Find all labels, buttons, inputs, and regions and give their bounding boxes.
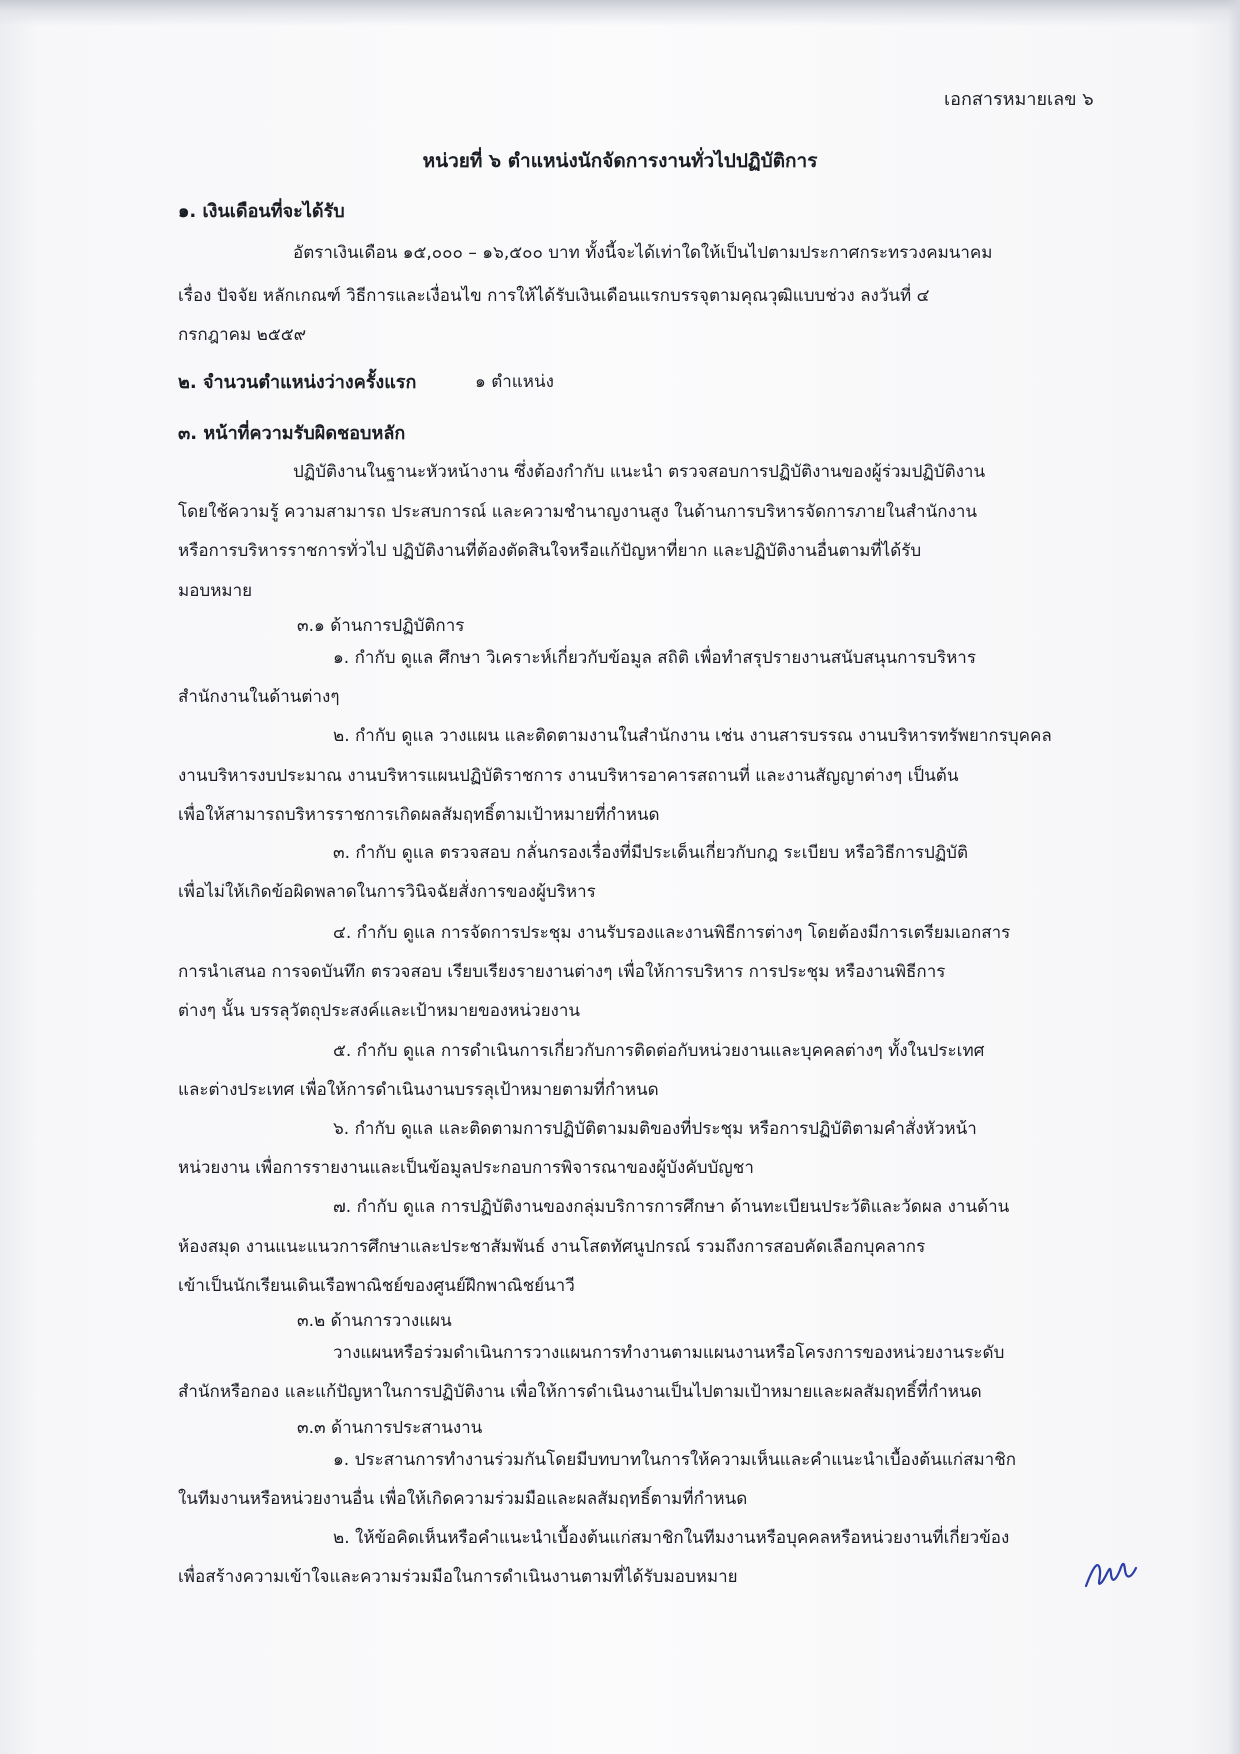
list-item-line: สำนักงานในด้านต่างๆ bbox=[178, 687, 340, 707]
list-item-line: ๖. กำกับ ดูแล และติดตามการปฏิบัติตามมติของที่ประชุม หรือการปฏิบัติตามคำสั่งหัวหน้า bbox=[333, 1119, 977, 1139]
subsection-3-3-heading: ๓.๓ ด้านการประสานงาน bbox=[297, 1418, 483, 1438]
section-3-heading: ๓. หน้าที่ความรับผิดชอบหลัก bbox=[178, 423, 406, 444]
signature-stroke bbox=[1086, 1564, 1136, 1586]
document-number: เอกสารหมายเลข ๖ bbox=[944, 89, 1094, 110]
subsection-3-2-heading: ๓.๒ ด้านการวางแผน bbox=[297, 1311, 452, 1331]
list-item-line: การนำเสนอ การจดบันทึก ตรวจสอบ เรียบเรียงรายงานต่างๆ เพื่อให้การบริหาร การประชุม หรืองานพิธีการ bbox=[178, 962, 946, 982]
list-item-line: ๑. ประสานการทำงานร่วมกันโดยมีบทบาทในการให้ความเห็นและคำแนะนำเบื้องต้นแก่สมาชิก bbox=[333, 1450, 1017, 1470]
list-item-line: เพื่อสร้างความเข้าใจและความร่วมมือในการดำเนินงานตามที่ได้รับมอบหมาย bbox=[178, 1567, 738, 1587]
list-item-line: ต่างๆ นั้น บรรลุวัตถุประสงค์และเป้าหมายของหน่วยงาน bbox=[178, 1001, 581, 1021]
section-1-line: อัตราเงินเดือน ๑๕,๐๐๐ – ๑๖,๕๐๐ บาท ทั้งนี้จะได้เท่าใดให้เป็นไปตามประกาศกระทรวงคมนาคม bbox=[293, 243, 993, 263]
section-3-intro-line: โดยใช้ความรู้ ความสามารถ ประสบการณ์ และความชำนาญงานสูง ในด้านการบริหารจัดการภายในสำนักงาน bbox=[178, 502, 977, 522]
list-item-line: เข้าเป็นนักเรียนเดินเรือพาณิชย์ของศูนย์ฝึกพาณิชย์นาวี bbox=[178, 1276, 575, 1296]
list-item-line: ในทีมงานหรือหน่วยงานอื่น เพื่อให้เกิดความร่วมมือและผลสัมฤทธิ์ตามที่กำหนด bbox=[178, 1489, 748, 1509]
list-item-line: ๕. กำกับ ดูแล การดำเนินการเกี่ยวกับการติดต่อกับหน่วยงานและบุคคลต่างๆ ทั้งในประเทศ bbox=[333, 1041, 985, 1061]
subsection-3-1-heading: ๓.๑ ด้านการปฏิบัติการ bbox=[297, 616, 465, 636]
section-2-value: ๑ ตำแหน่ง bbox=[475, 372, 554, 392]
scan-shadow-right bbox=[1228, 0, 1240, 1754]
list-item-line: และต่างประเทศ เพื่อให้การดำเนินงานบรรลุเป้าหมายตามที่กำหนด bbox=[178, 1080, 659, 1100]
list-item-line: ๗. กำกับ ดูแล การปฏิบัติงานของกลุ่มบริการการศึกษา ด้านทะเบียนประวัติและวัดผล งานด้าน bbox=[333, 1197, 1010, 1217]
list-item-line: ๔. กำกับ ดูแล การจัดการประชุม งานรับรองและงานพิธีการต่างๆ โดยต้องมีการเตรียมเอกสาร bbox=[333, 923, 1011, 943]
section-1-heading: ๑. เงินเดือนที่จะได้รับ bbox=[178, 201, 345, 222]
section-1-line: เรื่อง ปัจจัย หลักเกณฑ์ วิธีการและเงื่อนไข การให้ได้รับเงินเดือนแรกบรรจุตามคุณวุฒิแบบช่วง ลงวันที่ ๔ bbox=[178, 286, 930, 306]
scan-shadow-top bbox=[0, 0, 1240, 26]
list-item-line: ห้องสมุด งานแนะแนวการศึกษาและประชาสัมพันธ์ งานโสตทัศนูปกรณ์ รวมถึงการสอบคัดเลือกบุคลากร bbox=[178, 1237, 926, 1257]
handwritten-signature bbox=[1080, 1540, 1140, 1600]
section-3-intro-line: หรือการบริหารราชการทั่วไป ปฏิบัติงานที่ต้องตัดสินใจหรือแก้ปัญหาที่ยาก และปฏิบัติงานอื่นตามที่ได้รับ bbox=[178, 541, 922, 561]
subsection-3-2-line: วางแผนหรือร่วมดำเนินการวางแผนการทำงานตามแผนงานหรือโครงการของหน่วยงานระดับ bbox=[333, 1343, 1005, 1363]
list-item-line: ๑. กำกับ ดูแล ศึกษา วิเคราะห์เกี่ยวกับข้อมูล สถิติ เพื่อทำสรุปรายงานสนับสนุนการบริหาร bbox=[333, 648, 976, 668]
list-item-line: ๒. กำกับ ดูแล วางแผน และติดตามงานในสำนักงาน เช่น งานสารบรรณ งานบริหารทรัพยากรบุคคล bbox=[333, 726, 1052, 746]
subsection-3-2-line: สำนักหรือกอง และแก้ปัญหาในการปฏิบัติงาน เพื่อให้การดำเนินงานเป็นไปตามเป้าหมายและผลสัมฤทธิ์ที่กำหนด bbox=[178, 1382, 982, 1402]
page-title: หน่วยที่ ๖ ตำแหน่งนักจัดการงานทั่วไปปฏิบัติการ bbox=[422, 150, 818, 172]
section-3-intro-line: มอบหมาย bbox=[178, 581, 253, 601]
list-item-line: เพื่อให้สามารถบริหารราชการเกิดผลสัมฤทธิ์ตามเป้าหมายที่กำหนด bbox=[178, 805, 660, 825]
list-item-line: ๒. ให้ข้อคิดเห็นหรือคำแนะนำเบื้องต้นแก่สมาชิกในทีมงานหรือบุคคลหรือหน่วยงานที่เกี่ยวข้อง bbox=[333, 1528, 1010, 1548]
section-1-line: กรกฎาคม ๒๕๕๙ bbox=[178, 325, 307, 345]
list-item-line: ๓. กำกับ ดูแล ตรวจสอบ กลั่นกรองเรื่องที่มีประเด็นเกี่ยวกับกฎ ระเบียบ หรือวิธีการปฏิบัติ bbox=[333, 843, 968, 863]
list-item-line: หน่วยงาน เพื่อการรายงานและเป็นข้อมูลประกอบการพิจารณาของผู้บังคับบัญชา bbox=[178, 1158, 754, 1178]
list-item-line: งานบริหารงบประมาณ งานบริหารแผนปฏิบัติราชการ งานบริหารอาคารสถานที่ และงานสัญญาต่างๆ เป็นต้น bbox=[178, 766, 959, 786]
list-item-line: เพื่อไม่ให้เกิดข้อผิดพลาดในการวินิจฉัยสั่งการของผู้บริหาร bbox=[178, 882, 596, 902]
section-2-heading: ๒. จำนวนตำแหน่งว่างครั้งแรก bbox=[178, 372, 417, 393]
section-3-intro-line: ปฏิบัติงานในฐานะหัวหน้างาน ซึ่งต้องกำกับ แนะนำ ตรวจสอบการปฏิบัติงานของผู้ร่วมปฏิบัติงาน bbox=[293, 462, 986, 482]
